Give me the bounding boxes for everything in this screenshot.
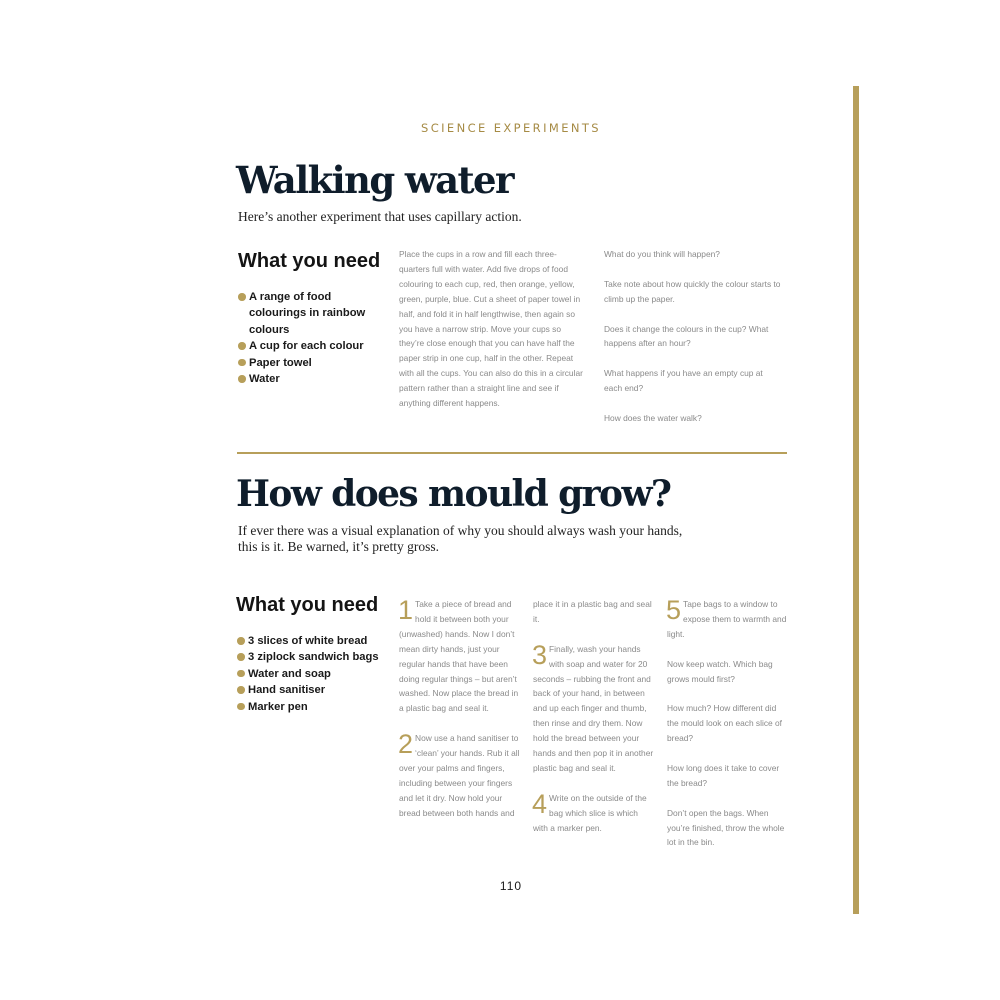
list-item: Hand sanitiser	[236, 682, 388, 698]
question-text: Does it change the colours in the cup? What happens after an hour?	[604, 323, 769, 349]
walking-water-title: Walking water	[236, 158, 513, 202]
mould-steps-column-1	[399, 597, 521, 835]
step-text: Tape bags to a window to expose them to warmth and light.	[667, 599, 787, 639]
mould-needs-list	[236, 633, 388, 715]
question-text: How much? How different did the mould look on each slice of bread?	[667, 703, 782, 744]
mould-title: How does mould grow?	[236, 473, 671, 515]
list-item: 3 slices of white bread	[236, 633, 388, 649]
question-text: What happens if you have an empty cup at each end?	[604, 368, 763, 394]
step-number: 3	[532, 639, 548, 670]
method-text: Place the cups in a row and fill each three-quarters full with water. Add five drops of food colouring to each cup, red, then orange, yellow, green, purple, blue. Cut a sheet of paper towel in half, and fold it in half lengthwise, then again so you have a narrow strip. Move your cups so they’re close enough that you can have half the paper strip in one cup, half in the other. Repeat with all the cups. You can also do this in a circular pattern rather than a straight line and see if anything different happens.	[399, 249, 583, 409]
step-text: Take a piece of bread and hold it between both your (unwashed) hands. Now I don’t mean dirty hands, just your regular hands that have been doing regular things – but aren’t washed. Now place the bread in a plastic bag and seal it.	[399, 599, 519, 714]
mould-steps-column-2	[533, 597, 655, 850]
page-number: 110	[499, 879, 523, 893]
step-3	[532, 639, 655, 776]
question-text: How long does it take to cover the bread?	[667, 762, 780, 788]
mould-intro	[238, 523, 708, 555]
mould-steps-column-3	[667, 597, 789, 865]
walking-water-intro: Here’s another experiment that uses capillary action.	[238, 209, 522, 224]
step-number: 4	[532, 788, 548, 819]
list-item: Marker pen	[236, 699, 388, 715]
question-text: Take note about how quickly the colour starts to climb up the paper.	[604, 278, 781, 304]
walking-water-questions	[604, 247, 782, 441]
walking-water-method	[399, 247, 583, 411]
list-item: Paper towel	[237, 355, 389, 371]
mould-intro-line-1: If ever there was a visual explanation of why you should always wash your hands,	[238, 523, 683, 538]
step-text: Now use a hand sanitiser to ‘clean’ your hands. Rub it all over your palms and fingers, including between your fingers and let it dry. Now hold your bread between both hands and	[399, 733, 520, 818]
step-2-continued	[533, 597, 655, 627]
question-text: How does the water walk?	[604, 412, 702, 423]
section-divider	[237, 452, 787, 454]
step-number: 1	[398, 595, 414, 625]
question-text: What do you think will happen?	[604, 249, 720, 259]
question-text: Now keep watch. Which bag grows mould first?	[667, 658, 773, 684]
step-text: Finally, wash your hands with soap and water for 20 seconds – rubbing the front and back of your hand, in between and up each finger and thumb, then rinse and dry them. Now hold the bread between your hands and then pop it in another plastic bag and seal it.	[533, 643, 654, 773]
section-label: SCIENCE EXPERIMENTS	[421, 121, 601, 135]
mould-questions	[667, 657, 789, 851]
walking-water-needs-list	[237, 289, 389, 387]
walking-water-need-title: What you need	[238, 250, 381, 272]
step-number: 2	[398, 729, 414, 760]
list-item: 3 ziplock sandwich bags	[236, 649, 388, 665]
step-4	[532, 788, 655, 836]
step-text: Write on the outside of the bag which slice is which with a marker pen.	[533, 792, 647, 833]
mould-need-title: What you need	[236, 594, 379, 616]
mould-intro-line-2: this is it. Be warned, it’s pretty gross.	[238, 539, 439, 554]
list-item: Water and soap	[236, 666, 388, 682]
list-item: A cup for each colour	[237, 338, 389, 354]
question-text: Don’t open the bags. When you’re finished, throw the whole lot in the bin.	[667, 807, 785, 848]
step-1	[399, 597, 521, 716]
step-number: 5	[666, 595, 682, 625]
list-item: Water	[237, 371, 389, 387]
page-edge-bar	[853, 86, 859, 914]
step-2	[399, 731, 521, 820]
step-5	[667, 597, 789, 642]
step-text: place it in a plastic bag and seal it.	[533, 599, 652, 624]
list-item: A range of food colourings in rainbow colours	[237, 289, 389, 338]
